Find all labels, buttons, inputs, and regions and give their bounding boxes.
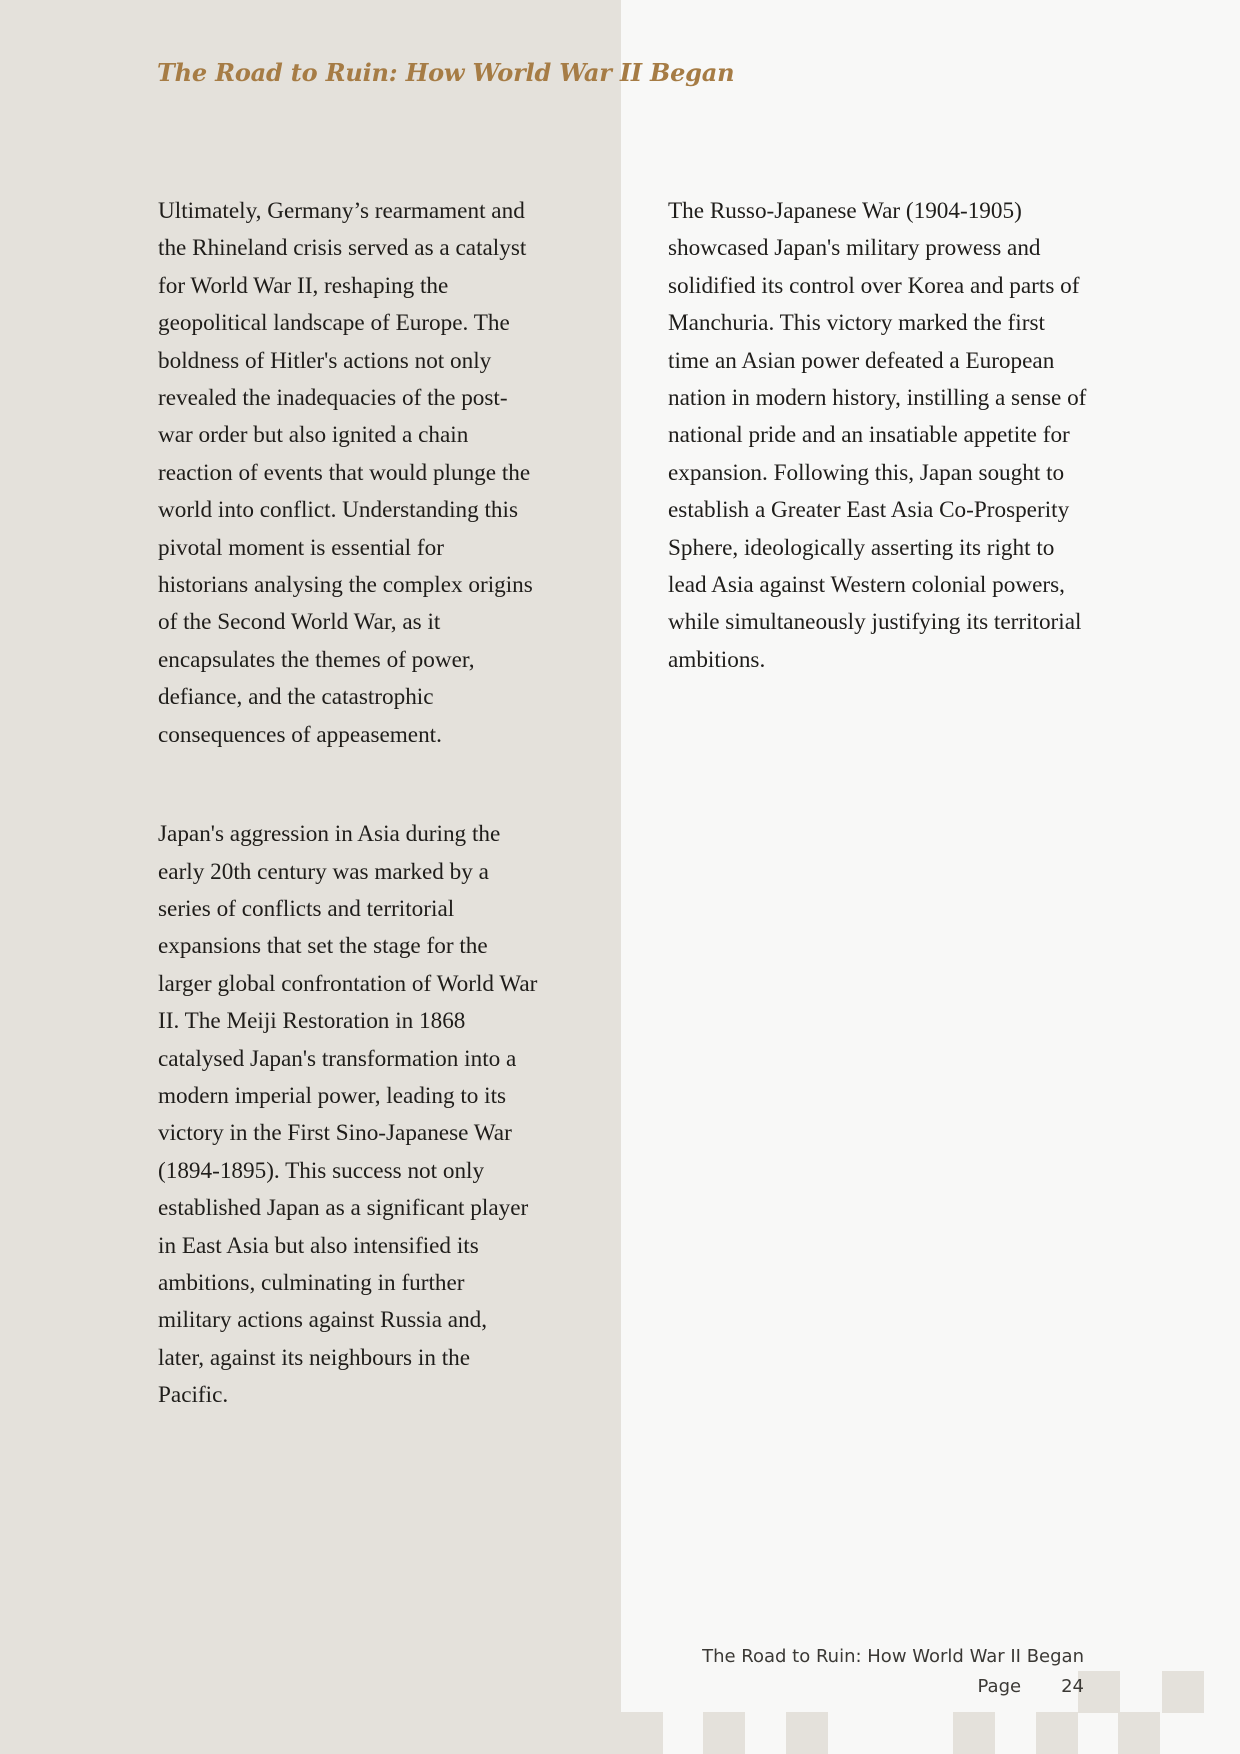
- decor-square: [703, 1712, 745, 1754]
- right-column: [668, 193, 1088, 679]
- paragraph-russo-japanese-war: The Russo-Japanese War (1904-1905) showcased Japan's military prowess and solidified its control over Korea and parts of Manchuria. This victory marked the first time an Asian power defeated a European nation in modern history, instilling a sense of national pride and an insatiable appetite for expansion. Following this, Japan sought to establish a Greater East Asia Co-Prosperity Sphere, ideologically asserting its right to lead Asia against Western colonial powers, while simultaneously justifying its territorial ambitions.: [668, 198, 1087, 673]
- footer-page-line: [702, 1672, 1084, 1702]
- left-column: [158, 193, 538, 1415]
- paragraph-japan-aggression: Japan's aggression in Asia during the early 20th century was marked by a series of conflicts and territorial expansions that set the stage for the larger global confrontation of World War II. The Meiji Restoration in 1868 catalysed Japan's transformation into a modern imperial power, leading to its victory in the First Sino-Japanese War (1894-1895). This success not only established Japan as a significant player in East Asia but also intensified its ambitions, culminating in further military actions against Russia and, later, against its neighbours in the Pacific.: [158, 821, 538, 1409]
- paragraph-germany-rearmament: Ultimately, Germany’s rearmament and the Rhineland crisis served as a catalyst for World War II, reshaping the geopolitical landscape of Europe. The boldness of Hitler's actions not only revealed the inadequacies of the post-war order but also ignited a chain reaction of events that would plunge the world into conflict. Understanding this pivotal moment is essential for historians analysing the complex origins of the Second World War, as it encapsulates the themes of power, defiance, and the catastrophic consequences of appeasement.: [158, 198, 533, 748]
- running-title: The Road to Ruin: How World War II Began: [157, 58, 735, 87]
- decor-square: [621, 1712, 663, 1754]
- footer-title: The Road to Ruin: How World War II Began: [702, 1646, 1084, 1667]
- page-footer: [702, 1642, 1084, 1702]
- page-number: 24: [1061, 1676, 1084, 1697]
- decor-square: [1118, 1712, 1160, 1754]
- decor-square: [1162, 1671, 1204, 1713]
- page-label: Page: [977, 1676, 1022, 1697]
- decor-square: [1078, 1671, 1120, 1713]
- decor-square: [1036, 1712, 1078, 1754]
- decor-square: [786, 1712, 828, 1754]
- decor-square: [953, 1712, 995, 1754]
